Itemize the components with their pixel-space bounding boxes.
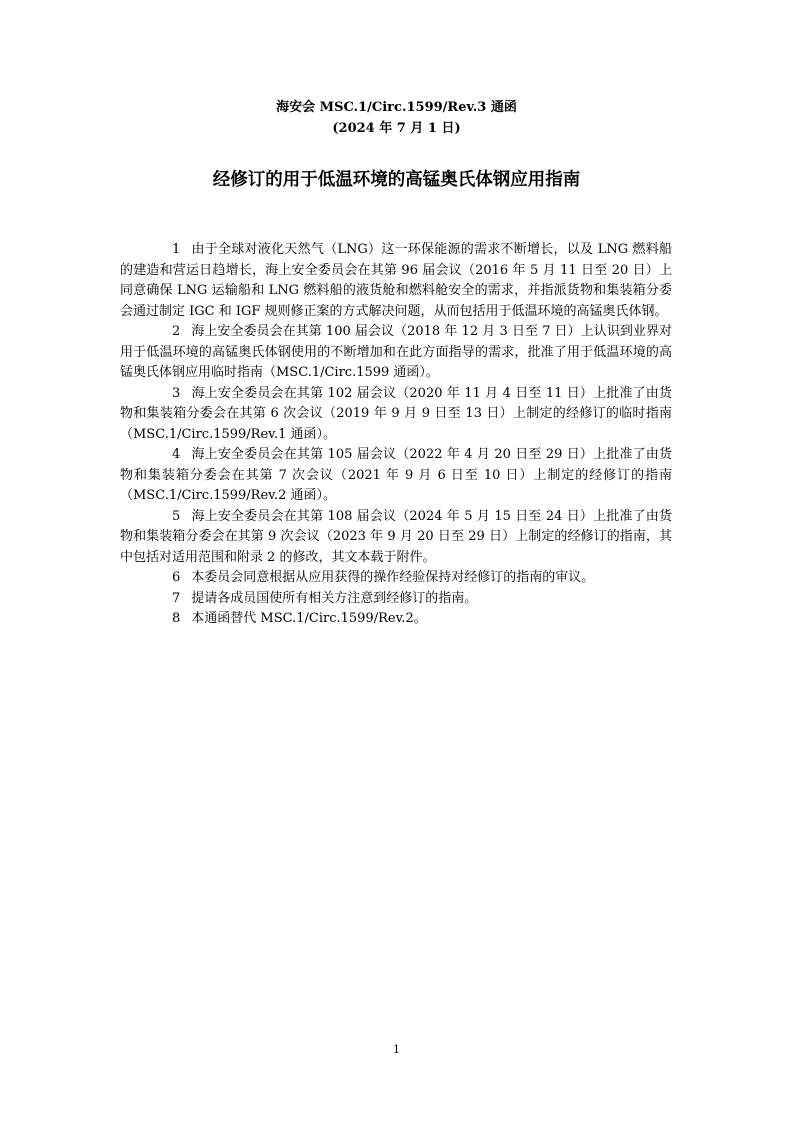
paragraph-number: 7 — [172, 590, 181, 606]
circular-reference: 海安会 MSC.1/Circ.1599/Rev.3 通函 — [276, 100, 517, 115]
paragraph-number: 6 — [172, 570, 181, 585]
paragraph-number: 8 — [172, 611, 181, 626]
page-number: 1 — [393, 1043, 400, 1056]
paragraph-text: 提请各成员国使所有相关方注意到经修订的指南。 — [191, 590, 478, 606]
document-title: 经修订的用于低温环境的高锰奥氏体钢应用指南 — [212, 170, 581, 190]
paragraph-number: 4 — [172, 447, 181, 462]
paragraph-text: 本通函替代 MSC.1/Circ.1599/Rev.2。 — [191, 611, 427, 626]
circular-date: (2024 年 7 月 1 日) — [332, 121, 461, 136]
paragraph-text: 海上安全委员会在其第 105 届会议（2022 年 4 月 20 日至 29 日）上批准了由货物和集装箱分委会在其第 7 次会议（2021 年 9 月 6 日至 10 日）上制定的经修订的指南（MSC.1/Circ.1599/Rev.2 通函）。 — [120, 447, 672, 503]
paragraph-text: 海上安全委员会在其第 102 届会议（2020 年 11 月 4 日至 11 日）上批准了由货物和集装箱分委会在其第 6 次会议（2019 年 9 月 9 日至 13 日）上制定的经修订的临时指南（MSC.1/Circ.1599/Rev.1 通函）。 — [120, 385, 672, 442]
paragraph-text: 海上安全委员会在其第 100 届会议（2018 年 12 月 3 日至 7 日）上认识到业界对用于低温环境的高锰奥氏体钢使用的不断增加和在此方面指导的需求，批准了用于低温环境的高锰奥氏体钢应用临时指南（MSC.1/Circ.1599 通函）。 — [120, 324, 672, 380]
paragraph-number: 5 — [172, 508, 181, 524]
paragraph-7 — [120, 589, 672, 610]
paragraph-text: 本委员会同意根据从应用获得的操作经验保持对经修订的指南的审议。 — [191, 570, 595, 585]
paragraph-number: 3 — [172, 385, 181, 401]
paragraph-4 — [120, 445, 672, 507]
paragraph-text: 海上安全委员会在其第 108 届会议（2024 年 5 月 15 日至 24 日）上批准了由货物和集装箱分委会在其第 9 次会议（2023 年 9 月 20 日至 29 日）上制定的经修订的指南，其中包括对适用范围和附录 2 的修改，其文本载于附件。 — [120, 508, 672, 565]
paragraph-5 — [120, 507, 672, 569]
paragraph-3 — [120, 384, 672, 446]
paragraph-number: 1 — [172, 242, 181, 257]
paragraph-8 — [120, 609, 672, 630]
paragraph-1 — [120, 240, 672, 322]
document-body — [120, 240, 672, 630]
paragraph-text: 由于全球对液化天然气（LNG）这一环保能源的需求不断增长，以及 LNG 燃料船的建造和营运日趋增长，海上安全委员会在其第 96 届会议（2016 年 5 月 11 日至 20 日）上同意确保 LNG 运输船和 LNG 燃料船的液货舱和燃料舱安全的需求，并指派货物和集装箱分委会通过制定 IGC 和 IGF 规则修正案的方式解决问题，从而包括用于低温环境的高锰奥氏体钢。 — [120, 242, 672, 319]
paragraph-2 — [120, 322, 672, 384]
paragraph-number: 2 — [172, 324, 181, 339]
paragraph-6 — [120, 568, 672, 589]
